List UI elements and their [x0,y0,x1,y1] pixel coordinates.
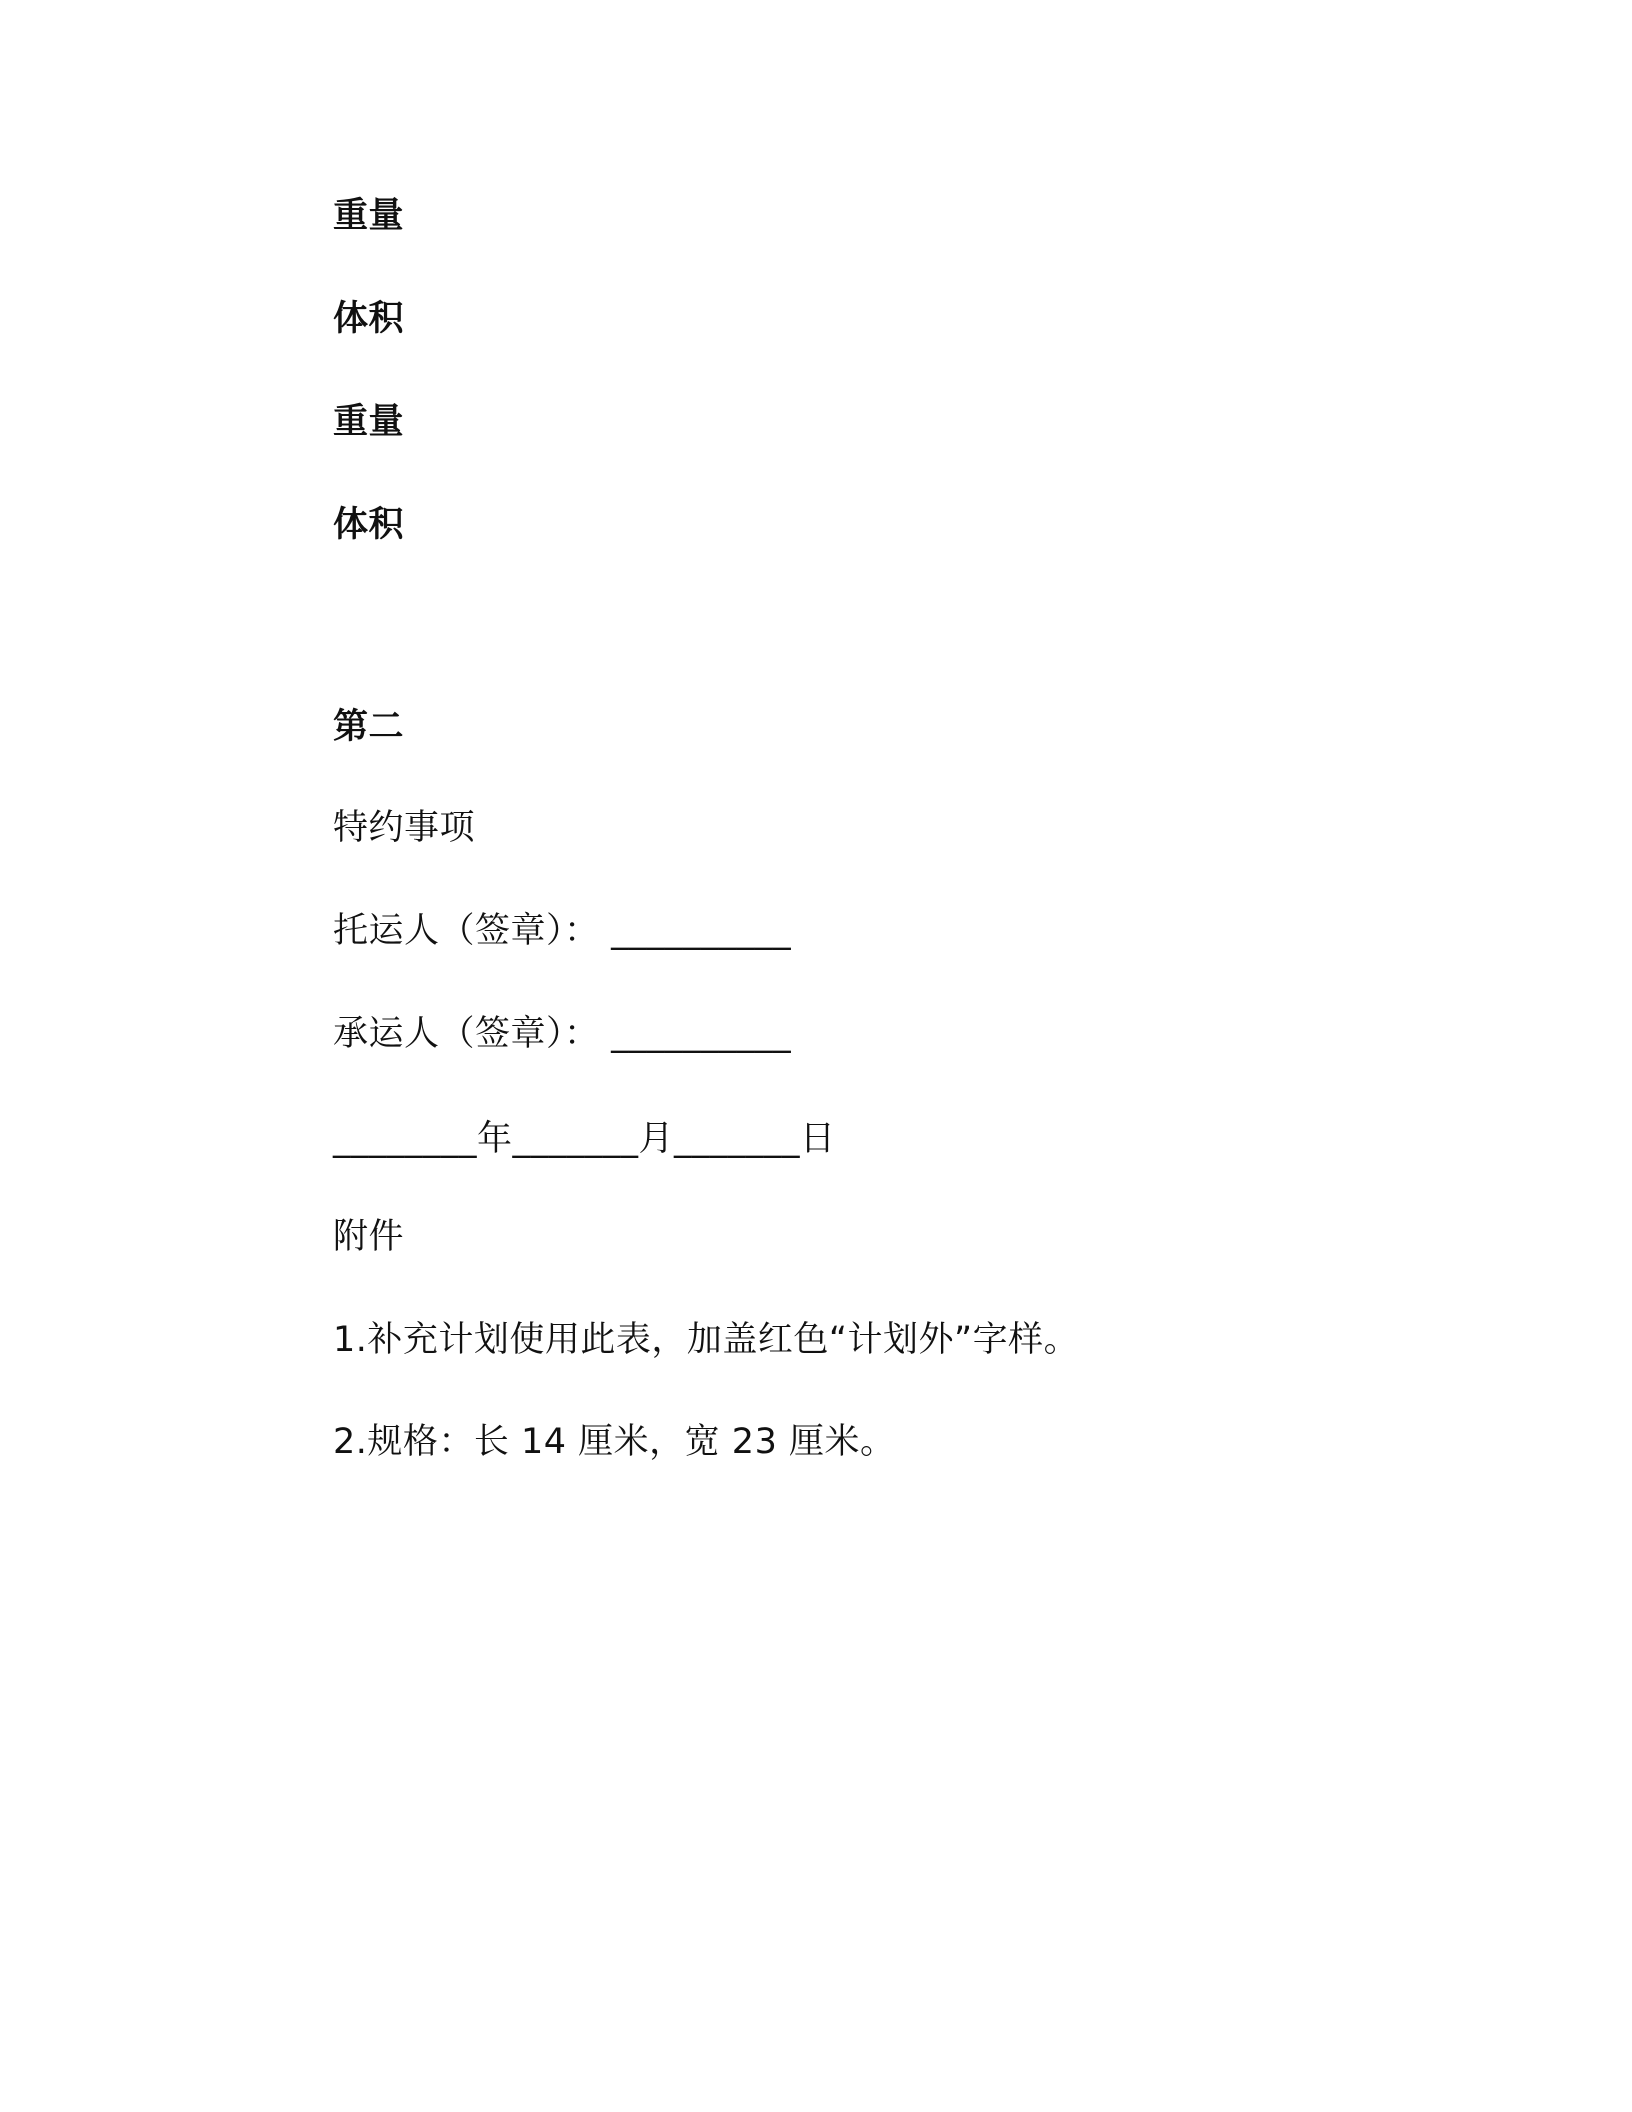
label-weight-2: 重量 [333,402,405,442]
label-weight-1: 重量 [333,196,405,236]
date-line: ________年_______月_______日 [333,1119,836,1159]
attachment-note-1: 1.补充计划使用此表，加盖红色“计划外”字样。 [333,1320,1080,1360]
special-terms-heading: 特约事项 [333,808,476,848]
attachment-note-2: 2.规格：长 14 厘米，宽 23 厘米。 [333,1422,896,1462]
attachment-heading: 附件 [333,1217,405,1257]
label-volume-1: 体积 [333,299,405,339]
shipper-signature-line: 托运人（签章）： __________ [333,911,792,951]
label-volume-2: 体积 [333,505,405,545]
carrier-signature-line: 承运人（签章）： __________ [333,1014,792,1054]
section-second: 第二 [333,707,405,747]
